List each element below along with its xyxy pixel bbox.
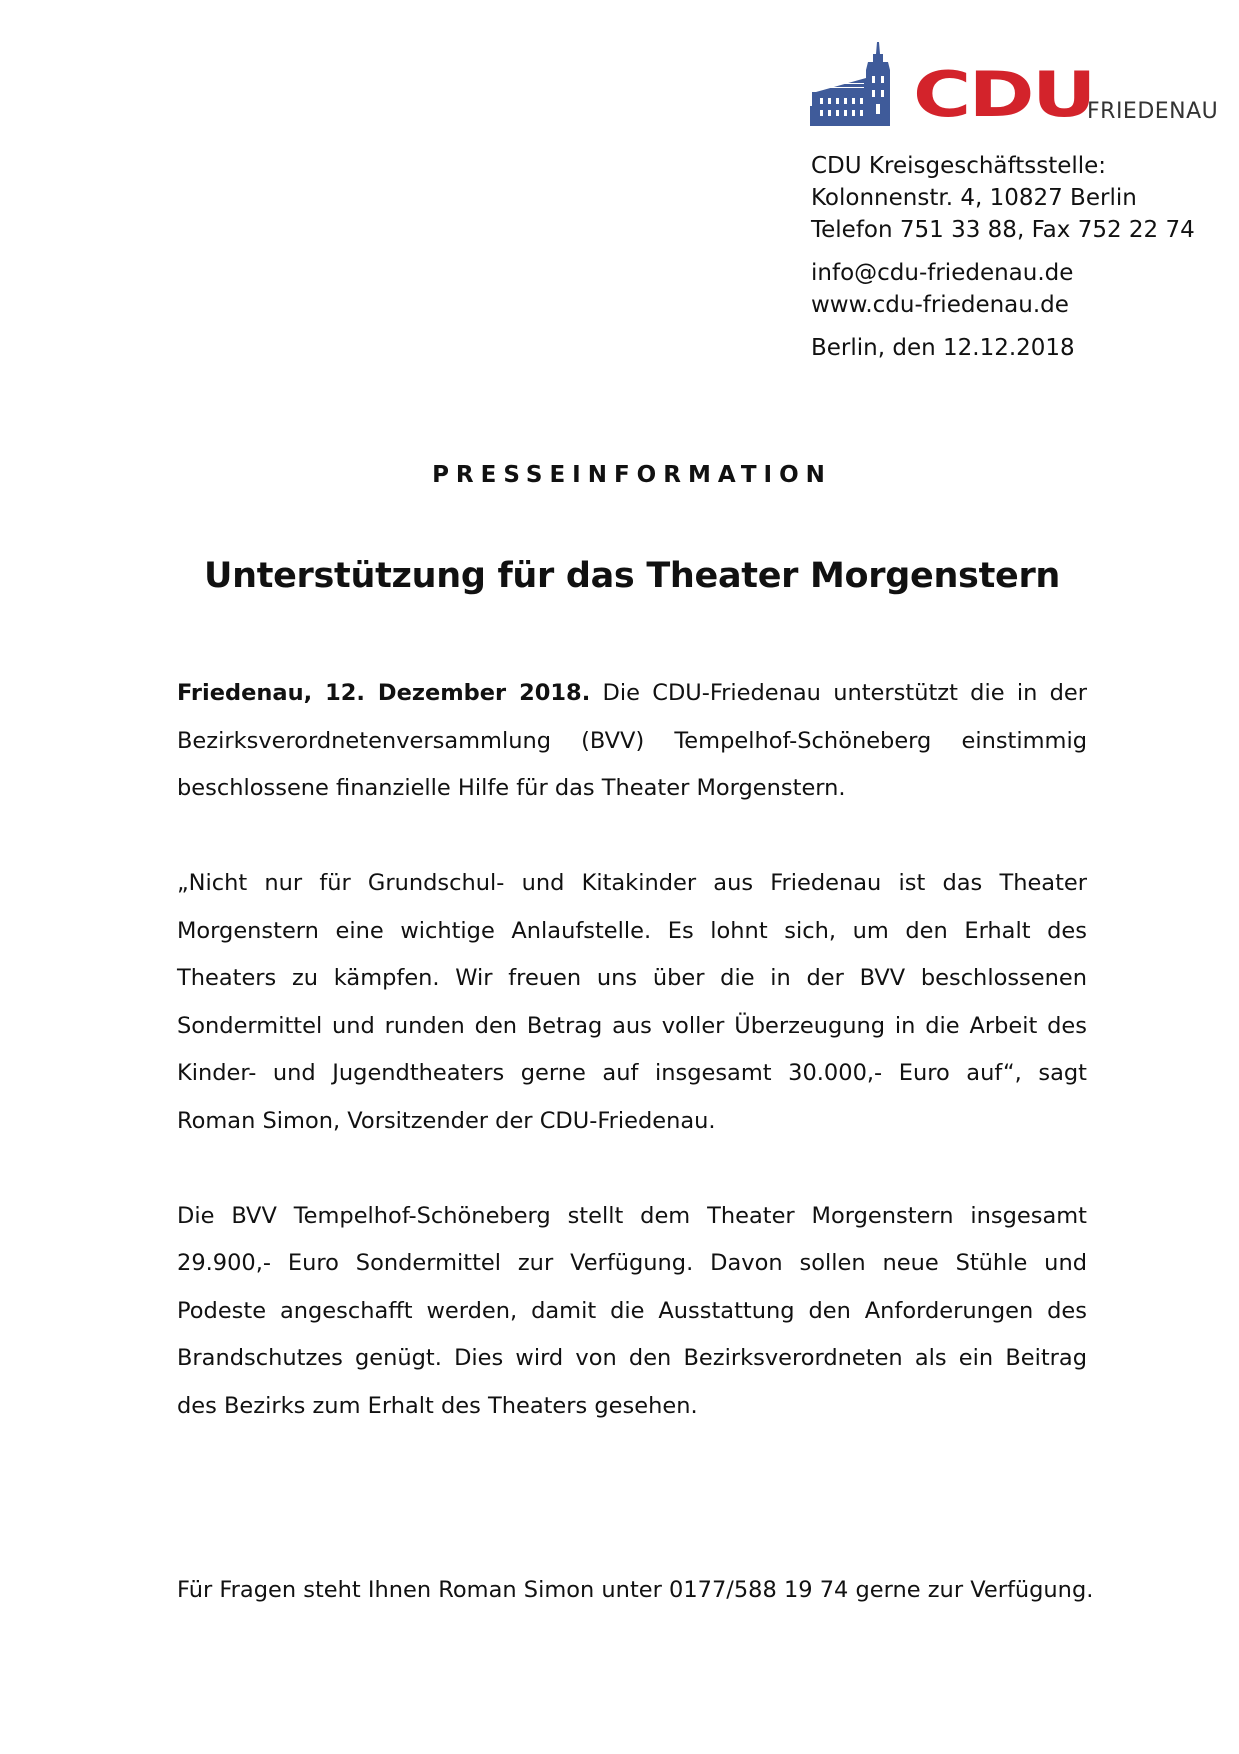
office-label: CDU Kreisgeschäftsstelle: [811, 153, 1107, 179]
paragraph-funding: Die BVV Tempelhof-Schöneberg stellt dem Theater Morgenstern insgesamt 29.900,- Euro Sondermittel zur Verfügung. Davon sollen neue Stühle und Podeste angeschafft werden, damit die Ausstattung den Anforderungen des Brandschutzes genügt. Dies wird von den Bezirksverordneten als ein Beitrag des Bezirks zum Erhalt des Theaters gesehen. [177, 1202, 1087, 1419]
press-body [177, 670, 1087, 1430]
contact-note: Für Fragen steht Ihnen Roman Simon unter 0177/588 19 74 gerne zur Verfügung. [177, 1577, 1094, 1603]
intro-text: Die CDU-Friedenau unterstützt die in der Bezirksverordnetenversammlung (BVV) Tempelhof-Schöneberg einstimmig beschlossene finanzielle Hilfe für das Theater Morgenstern. [177, 680, 1088, 801]
document-date: Berlin, den 12.12.2018 [811, 335, 1075, 361]
logo-subtitle: FRIEDENAU [1087, 99, 1219, 124]
paragraph-intro [177, 670, 1087, 813]
email-link[interactable]: info@cdu-friedenau.de [811, 260, 1074, 286]
press-kicker: PRESSEINFORMATION [432, 462, 832, 488]
paragraph-quote: „Nicht nur für Grundschul- und Kitakinder aus Friedenau ist das Theater Morgenstern eine wichtige Anlaufstelle. Es lohnt sich, um den Erhalt des Theaters zu kämpfen. Wir freuen uns über die in der BVV beschlossenen Sondermittel und runden den Betrag aus voller Überzeugung in die Arbeit des Kinder- und Jugendtheaters gerne auf insgesamt 30.000,- Euro auf“, sagt Roman Simon, Vorsitzender der CDU-Friedenau. [177, 870, 1087, 1134]
address-block [811, 150, 1195, 364]
phone-fax: Telefon 751 33 88, Fax 752 22 74 [811, 217, 1195, 243]
cdu-friedenau-logo [810, 40, 1219, 131]
logo-wordmark: CDU [913, 58, 1094, 131]
website-link[interactable]: www.cdu-friedenau.de [811, 292, 1069, 318]
dateline: Friedenau, 12. Dezember 2018. [177, 680, 591, 706]
page-title: Unterstützung für das Theater Morgenstern [203, 556, 1061, 596]
church-tower-icon [810, 40, 900, 128]
street-address: Kolonnenstr. 4, 10827 Berlin [811, 185, 1137, 211]
